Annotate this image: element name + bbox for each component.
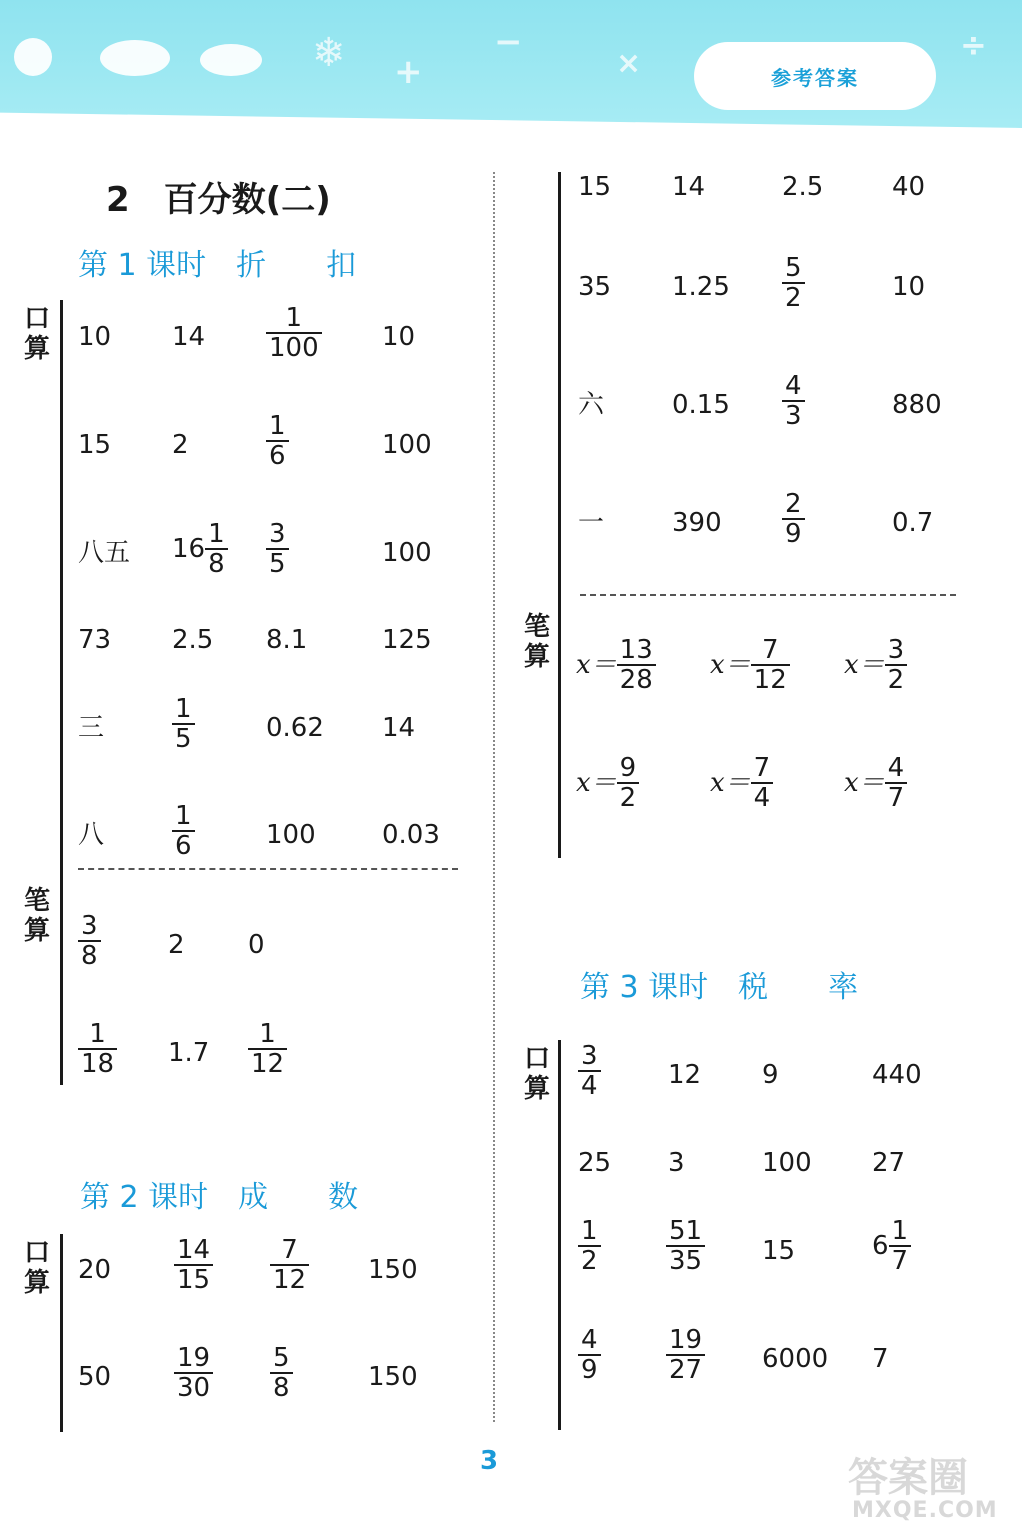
answer: 40 (892, 172, 926, 202)
answer: 440 (872, 1060, 922, 1090)
page-number: 3 (480, 1446, 499, 1476)
bracket-line (60, 1234, 63, 1432)
sun-icon (14, 38, 52, 76)
answer: 0.15 (672, 390, 730, 420)
answer: 50 (78, 1362, 112, 1392)
answer: 14 (382, 713, 416, 743)
times-icon: × (616, 46, 642, 81)
divide-icon: ÷ (960, 26, 987, 64)
answer: 0.03 (382, 820, 440, 850)
answer: 0.62 (266, 713, 324, 743)
answer: 125 (382, 625, 432, 655)
answer: 10 (78, 322, 112, 352)
answer: 100 (382, 430, 432, 460)
answer: 12 (668, 1060, 702, 1090)
mixed-number-answer: 6 $\frac{1}{7}$ (872, 1217, 911, 1275)
bracket-line (60, 300, 63, 1085)
fraction-answer: $\frac{4}{3}$ (782, 372, 805, 430)
fraction-answer: $\frac{1}{2}$ (578, 1217, 601, 1275)
fraction-answer: $\frac{7}{12}$ (270, 1236, 309, 1294)
watermark-url: MXQE.COM (852, 1498, 998, 1523)
written-label: 笔算 (23, 886, 50, 946)
equation-answer: x＝ $\frac{3}{2}$ (844, 636, 907, 694)
fraction-answer: $\frac{1}{100}$ (266, 304, 322, 362)
oral-label: 口算 (523, 1044, 550, 1104)
answer: 三 (78, 713, 105, 743)
answer: 14 (672, 172, 706, 202)
written-label: 笔算 (523, 612, 550, 672)
answer: 100 (382, 538, 432, 568)
unit-title: 2 百分数(二) (106, 180, 331, 220)
oral-label: 口算 (23, 304, 50, 364)
bracket-line (558, 172, 561, 858)
section-1-title: 第 1 课时 折 扣 (78, 248, 357, 283)
fraction-answer: $\frac{4}{9}$ (578, 1326, 601, 1384)
mixed-number-answer: 16 $\frac{1}{8}$ (172, 520, 228, 578)
answer: 73 (78, 625, 112, 655)
fraction-answer: $\frac{5}{2}$ (782, 254, 805, 312)
answer: 2.5 (782, 172, 824, 202)
fraction-answer: $\frac{1}{12}$ (248, 1020, 287, 1078)
fraction-answer: $\frac{1}{18}$ (78, 1020, 117, 1078)
fraction-answer: $\frac{2}{9}$ (782, 490, 805, 548)
answer: 1.7 (168, 1038, 210, 1068)
answer: 0 (248, 930, 265, 960)
answer: 八五 (78, 538, 131, 568)
answer: 八 (78, 820, 105, 850)
answer: 100 (762, 1148, 812, 1178)
watermark-logo: 答案圈 (848, 1455, 968, 1501)
fraction-answer: $\frac{3}{5}$ (266, 520, 289, 578)
snowflake-icon: ❄ (312, 30, 346, 76)
answer: 15 (78, 430, 112, 460)
fraction-answer: $\frac{14}{15}$ (174, 1236, 213, 1294)
answer: 880 (892, 390, 942, 420)
answer: 2.5 (172, 625, 214, 655)
fraction-answer: $\frac{3}{4}$ (578, 1042, 601, 1100)
fraction-answer: $\frac{3}{8}$ (78, 912, 101, 970)
answer: 15 (762, 1236, 796, 1266)
minus-icon: − (494, 22, 523, 62)
answer: 14 (172, 322, 206, 352)
answer: 10 (892, 272, 926, 302)
fraction-answer: $\frac{19}{27}$ (666, 1326, 705, 1384)
answer: 15 (578, 172, 612, 202)
fraction-answer: $\frac{1}{5}$ (172, 695, 195, 753)
answer: 2 (168, 930, 185, 960)
section-2-title: 第 2 课时 成 数 (80, 1180, 359, 1215)
oral-label: 口算 (23, 1238, 50, 1298)
answer: 2 (172, 430, 189, 460)
answer: 150 (368, 1362, 418, 1392)
answer: 3 (668, 1148, 685, 1178)
equation-answer: x＝ $\frac{13}{28}$ (576, 636, 656, 694)
fraction-answer: $\frac{1}{6}$ (266, 412, 289, 470)
answer: 35 (578, 272, 612, 302)
answer: 8.1 (266, 625, 308, 655)
divider (78, 868, 458, 870)
answer: 20 (78, 1255, 112, 1285)
cloud-icon (100, 40, 170, 76)
answer: 27 (872, 1148, 906, 1178)
plus-icon: + (394, 52, 423, 92)
fraction-answer: $\frac{1}{6}$ (172, 802, 195, 860)
answer: 7 (872, 1344, 889, 1374)
answer: 1.25 (672, 272, 730, 302)
fraction-answer: $\frac{5}{8}$ (270, 1344, 293, 1402)
bracket-line (558, 1040, 561, 1430)
answer: 25 (578, 1148, 612, 1178)
section-3-title: 第 3 课时 税 率 (580, 970, 859, 1005)
answer: 150 (368, 1255, 418, 1285)
equation-answer: x＝ $\frac{4}{7}$ (844, 754, 907, 812)
answer-badge: 参考答案 (694, 42, 936, 110)
equation-answer: x＝ $\frac{7}{12}$ (710, 636, 790, 694)
answer: 六 (578, 390, 605, 420)
answer: 6000 (762, 1344, 829, 1374)
fraction-answer: $\frac{51}{35}$ (666, 1217, 705, 1275)
column-divider (493, 172, 495, 1422)
answer: 390 (672, 508, 722, 538)
answer: 10 (382, 322, 416, 352)
answer: 一 (578, 508, 605, 538)
divider (580, 594, 956, 596)
answer: 0.7 (892, 508, 934, 538)
cloud-rain-icon (200, 44, 262, 76)
equation-answer: x＝ $\frac{9}{2}$ (576, 754, 639, 812)
answer: 9 (762, 1060, 779, 1090)
answer: 100 (266, 820, 316, 850)
fraction-answer: $\frac{19}{30}$ (174, 1344, 213, 1402)
equation-answer: x＝ $\frac{7}{4}$ (710, 754, 773, 812)
